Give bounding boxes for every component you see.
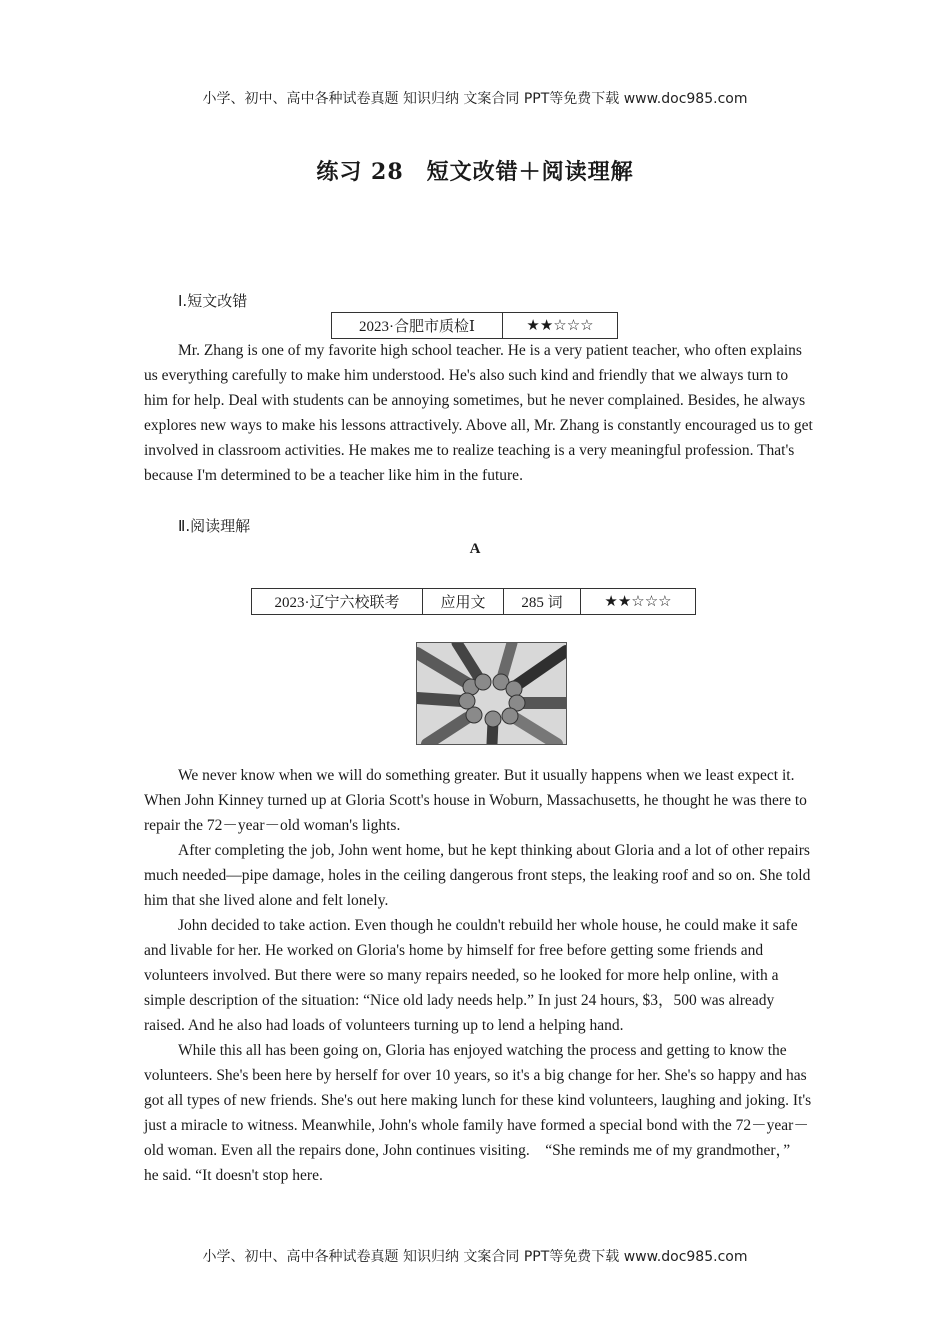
reading-passage-a [144,763,814,1188]
section-heading-error-correction: Ⅰ.短文改错 [178,292,248,310]
section-heading-reading: Ⅱ.阅读理解 [178,517,251,535]
page-header: 小学、初中、高中各种试卷真题 知识归纳 文案合同 PPT等免费下载 www.doc985.com [202,91,748,107]
paragraph: While this all has been going on, Gloria has enjoyed watching the process and getting to know the volunteers. She's been here by herself for over 10 years, so it's a big change for her. She's so happy and has got all types of new friends. She's out here making lunch for these kind volunteers, laughing and joking. It's just a miracle to witness. Meanwhile, John's whole family have formed a special bond with the 72－year－old woman. Even all the repairs done, John continues visiting. “She reminds me of my grandmother，” he said. “It doesn't stop here. [144,1042,812,1184]
source-cell: 2023·合肥市质检Ⅰ [332,313,503,339]
hands-circle-photo-icon [416,642,567,745]
paragraph: After completing the job, John went home, but he kept thinking about Gloria and a lot of other repairs much needed—pipe damage, holes in the ceiling dangerous front steps, the leaking roof and so on. She told him that she lived alone and felt lonely. [144,842,811,909]
error-correction-passage [144,338,814,488]
difficulty-stars: ★★☆☆☆ [503,313,618,339]
paragraph: John decided to take action. Even though he couldn't rebuild her whole house, he could make it safe and livable for her. He worked on Gloria's home by himself for free before getting some friends and volunteers involved. But there were so many repairs needed, so he looked for more help online, with a simple description of the situation: “Nice old lady needs help.” In just 24 hours, $3，500 was already raised. And he also had loads of volunteers turning up to lend a helping hand. [144,917,798,1034]
paragraph: We never know when we will do something greater. But it usually happens when we least expect it. When John Kinney turned up at Gloria Scott's house in Woburn, Massachusetts, he thought he was there to repair the 72－year－old woman's lights. [144,767,807,834]
passage-label: A [469,541,481,557]
source-info-table-1 [331,312,618,339]
paragraph: Mr. Zhang is one of my favorite high school teacher. He is a very patient teacher, who often explains us everything carefully to make him understood. He's also such kind and friendly that we always turn to him for help. Deal with students can be annoying sometimes, but he never complained. Besides, he always explores new ways to make his lessons attractively. Above all, Mr. Zhang is constantly encouraged us to get involved in classroom activities. He makes me to realize teaching is a very meaningful profession. That's because I'm determined to be a teacher like him in the future. [144,342,813,484]
genre-cell: 应用文 [423,589,504,615]
source-cell: 2023·辽宁六校联考 [252,589,423,615]
page-footer: 小学、初中、高中各种试卷真题 知识归纳 文案合同 PPT等免费下载 www.doc985.com [202,1249,748,1265]
page-title: 练习 28 短文改错＋阅读理解 [316,159,634,185]
word-count-cell: 285 词 [504,589,581,615]
difficulty-stars: ★★☆☆☆ [581,589,696,615]
source-info-table-2 [251,588,696,615]
